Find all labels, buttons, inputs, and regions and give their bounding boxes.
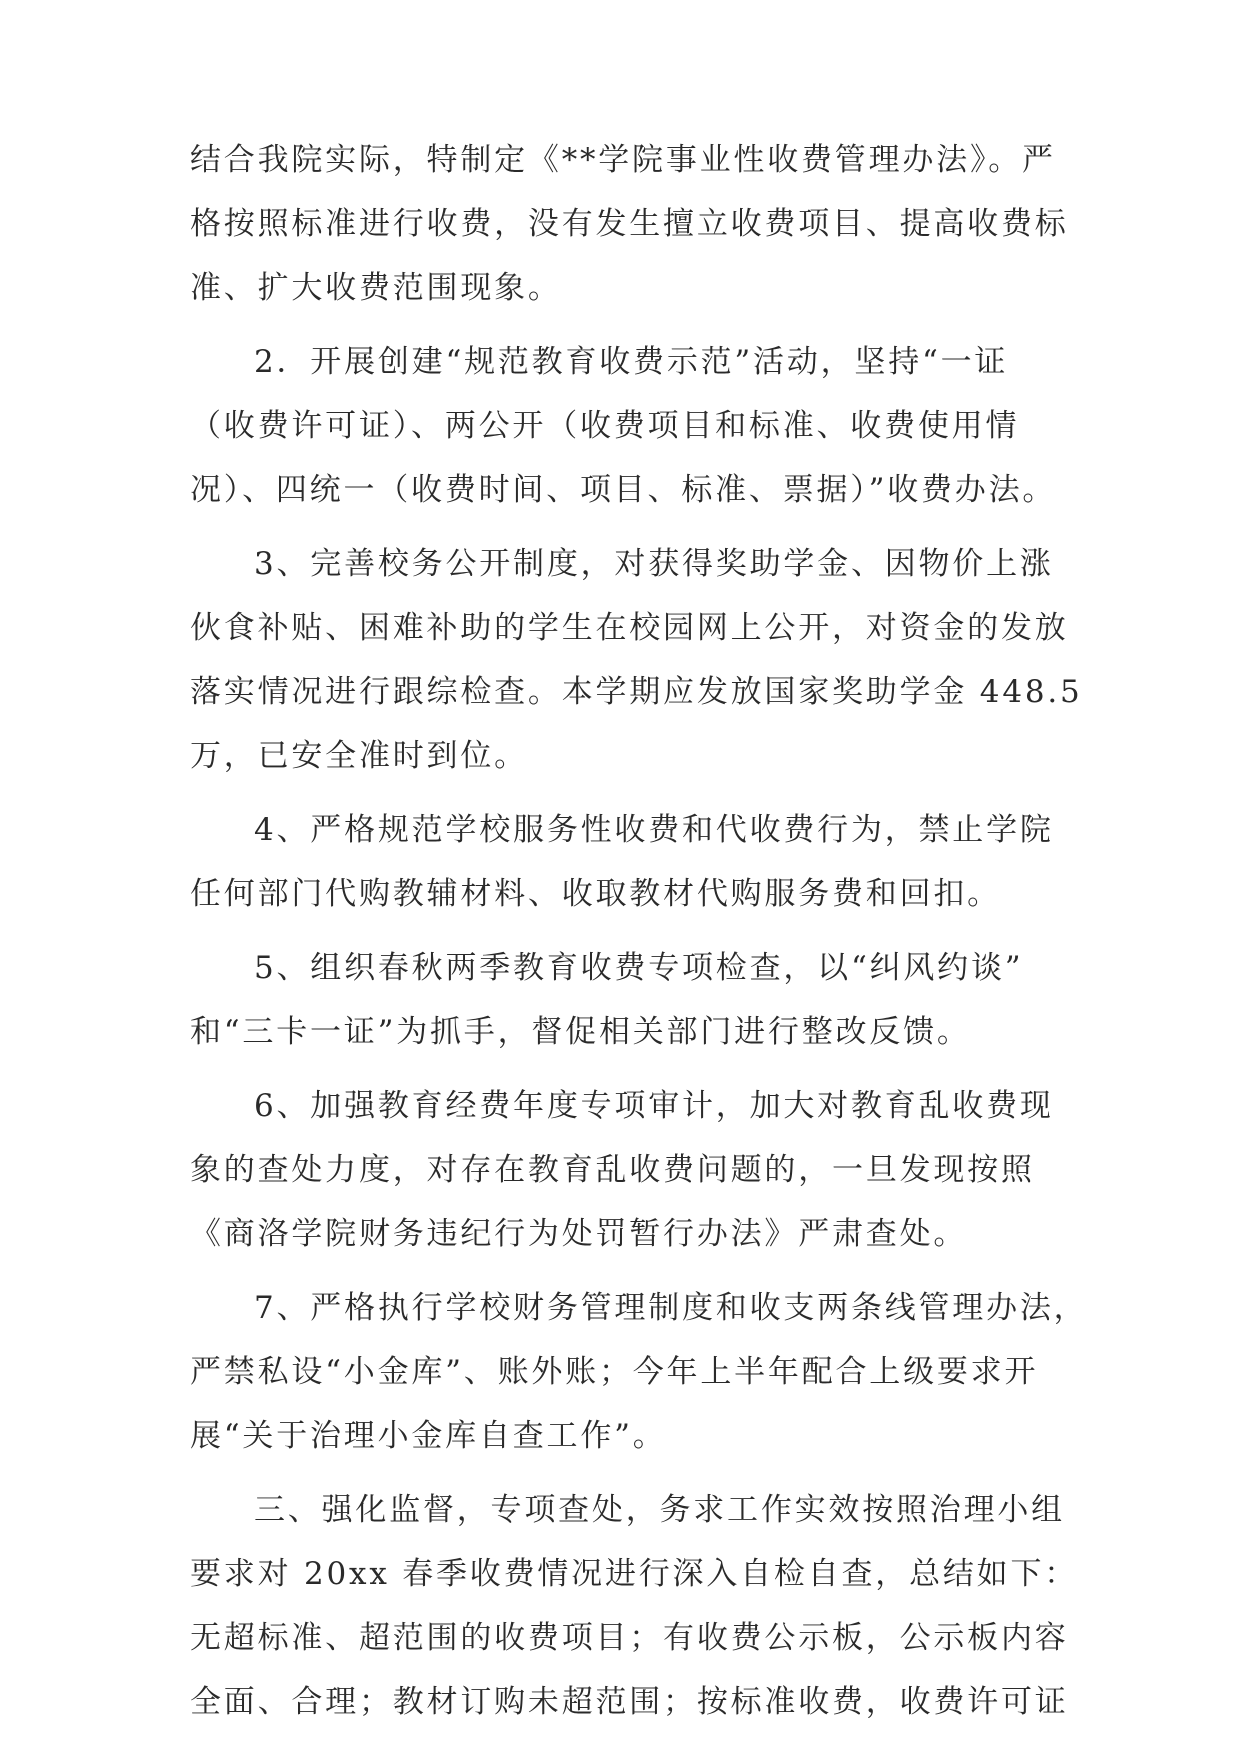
text-line: 无超标准、超范围的收费项目；有收费公示板，公示板内容 [190,1620,1069,1656]
paragraph-2-line: 2．开展创建“规范教育收费示范”活动，坚持“一证 [254,344,1009,380]
text-line: 况）、四统一（收费时间、项目、标准、票据）”收费办法。 [190,472,1057,508]
paragraph-6-line: 6、加强教育经费年度专项审计，加大对教育乱收费现 [254,1088,1054,1124]
text-line: 万，已安全准时到位。 [190,738,528,774]
paragraph-5-line: 5、组织春秋两季教育收费专项检查，以“纠风约谈” [254,950,1024,986]
document-body [190,128,1088,1734]
text-line: 严禁私设“小金库”、账外账；今年上半年配合上级要求开 [190,1354,1039,1390]
text-line: 格按照标准进行收费，没有发生擅立收费项目、提高收费标 [190,206,1069,242]
text-line: 象的查处力度，对存在教育乱收费问题的，一旦发现按照 [190,1152,1035,1188]
paragraph-3-line: 3、完善校务公开制度，对获得奖助学金、因物价上涨 [254,546,1054,582]
text-line: 《商洛学院财务违纪行为处罚暂行办法》严肃查处。 [190,1216,968,1252]
text-line: 伙食补贴、困难补助的学生在校园网上公开，对资金的发放 [190,610,1069,646]
text-line: 结合我院实际，特制定《**学院事业性收费管理办法》。严 [190,142,1056,178]
text-line: （收费许可证）、两公开（收费项目和标准、收费使用情 [190,408,1020,444]
text-line: 准、扩大收费范围现象。 [190,270,562,306]
text-line: 要求对 20xx 春季收费情况进行深入自检自查，总结如下： [190,1556,1079,1592]
text-line: 任何部门代购教辅材料、收取教材代购服务费和回扣。 [190,876,1001,912]
paragraph-7-line: 7、严格执行学校财务管理制度和收支两条线管理办法， [254,1290,1088,1326]
section-3-heading-line: 三、强化监督，专项查处，务求工作实效按照治理小组 [254,1492,1065,1528]
text-line: 和“三卡一证”为抓手，督促相关部门进行整改反馈。 [190,1014,971,1050]
text-line: 全面、合理；教材订购未超范围；按标准收费，收费许可证 [190,1684,1069,1720]
text-line: 落实情况进行跟综检查。本学期应发放国家奖助学金 448.5 [190,674,1083,710]
text-line: 展“关于治理小金库自查工作”。 [190,1418,667,1454]
paragraph-4-line: 4、严格规范学校服务性收费和代收费行为，禁止学院 [254,812,1054,848]
